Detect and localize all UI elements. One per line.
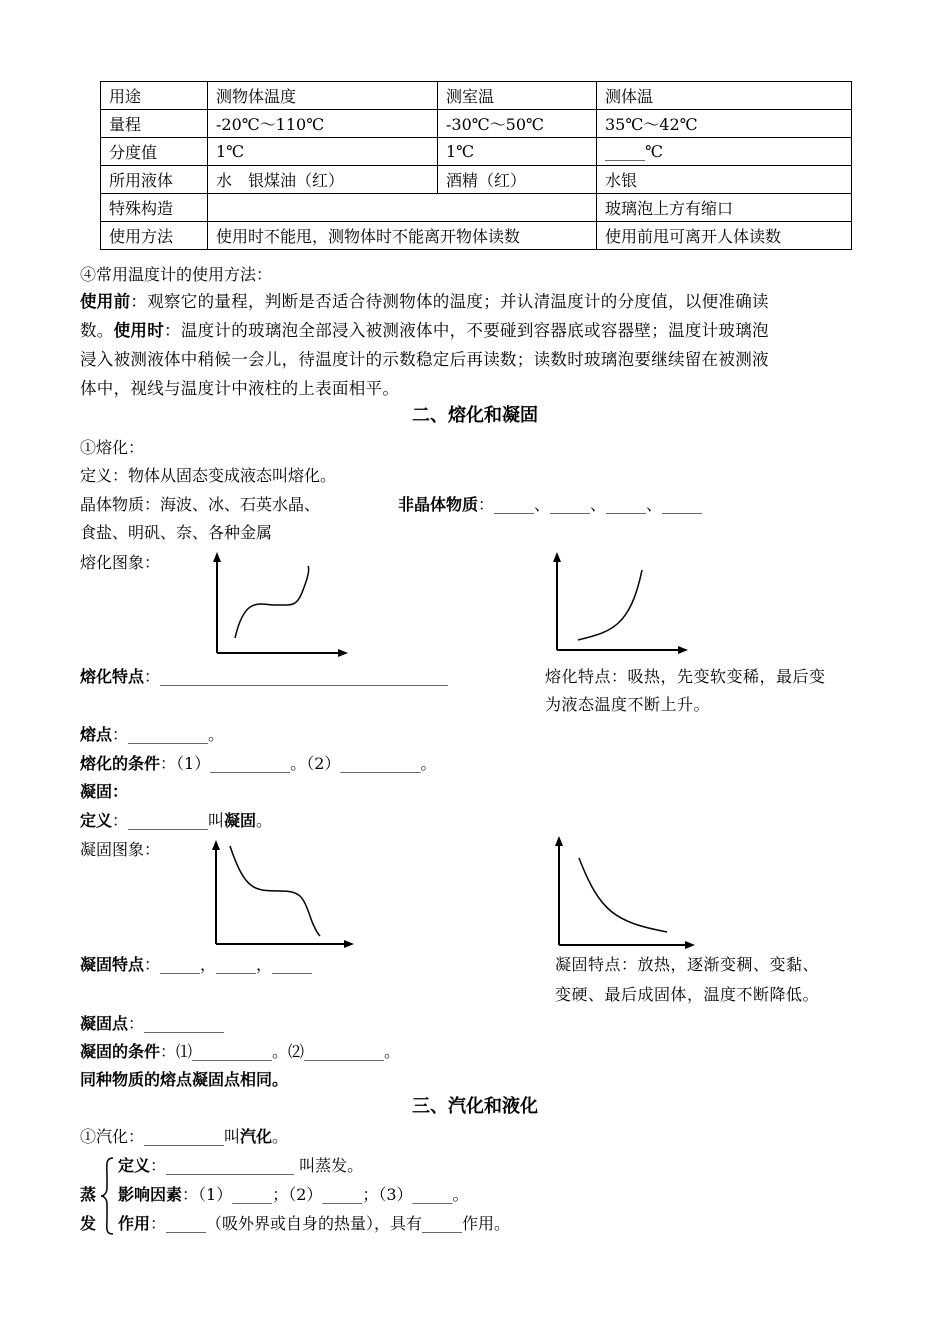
table-cell: 用途 xyxy=(101,82,208,110)
table-row xyxy=(101,110,852,138)
table-row xyxy=(101,194,852,222)
solid-graph-noncrystal xyxy=(545,832,700,952)
solid-graph-label: 凝固图象： xyxy=(80,840,161,859)
noncrystal-label: 非晶体物质 xyxy=(398,495,479,514)
x-axis-arrow xyxy=(338,649,348,657)
vapor-word: 汽化 xyxy=(240,1127,273,1146)
y-axis-arrow xyxy=(553,552,561,562)
crystal-line2: 食盐、明矾、奈、各种金属 xyxy=(80,523,273,542)
freezing-point-blank: ：__________ xyxy=(128,1014,225,1033)
table-cell: 所用液体 xyxy=(101,166,208,194)
same-point-note: 同种物质的熔点凝固点相同。 xyxy=(80,1070,289,1089)
melting-title: ①熔化： xyxy=(80,438,145,457)
during-label: 使用时 xyxy=(113,321,165,340)
solid-def-blank: ：__________叫 xyxy=(112,811,225,830)
thermometer-table xyxy=(100,81,852,250)
solid-def-word: 凝固 xyxy=(224,811,257,830)
x-axis-arrow xyxy=(685,941,695,949)
melting-graph-label: 熔化图象： xyxy=(80,553,161,572)
table-row xyxy=(101,82,852,110)
table-row xyxy=(101,138,852,166)
table-cell: -30℃～50℃ xyxy=(438,110,597,138)
curve-noncrystal-solidification xyxy=(579,858,667,932)
crystal-line1: 晶体物质：海波、冰、石英水晶、 xyxy=(80,495,321,514)
solid-def-end: 。 xyxy=(256,811,273,830)
melt-feature-blank: ：____________________________________ xyxy=(144,667,449,686)
table-cell: 测体温 xyxy=(597,82,852,110)
evap-effect xyxy=(118,1214,510,1234)
vaporization-line xyxy=(80,1127,288,1147)
evap-factor-text: ：（1）_____；（2）_____；（3）_____。 xyxy=(182,1185,469,1204)
melt-feature-right-2: 为液态温度不断上升。 xyxy=(545,695,711,714)
table-cell: 水银 xyxy=(597,166,852,194)
table-cell: -20℃～110℃ xyxy=(208,110,438,138)
melt-cond-label: 熔化的条件 xyxy=(80,754,161,773)
usage-title: ④常用温度计的使用方法： xyxy=(80,265,273,284)
melting-point-blank: ：__________。 xyxy=(112,725,225,744)
solid-def-label: 定义 xyxy=(80,811,113,830)
table-cell: 酒精（红） xyxy=(438,166,597,194)
section-heading-melting: 二、熔化和凝固 xyxy=(412,405,538,426)
table-cell: 1℃ xyxy=(438,138,597,166)
table-cell: 玻璃泡上方有缩口 xyxy=(597,194,852,222)
table-cell: 量程 xyxy=(101,110,208,138)
freezing-point-label: 凝固点 xyxy=(80,1014,129,1033)
line2-a: 数。 xyxy=(80,321,114,340)
usage-line3: 浸入被测液体中稍候一会儿，待温度计的示数稳定后再读数；读数时玻璃泡要继续留在被测液 xyxy=(80,350,769,369)
table-cell: 使用方法 xyxy=(101,222,208,250)
evap-def-text: ：________________ 叫蒸发。 xyxy=(150,1156,364,1175)
usage-line4: 体中，视线与温度计中液柱的上表面相平。 xyxy=(80,379,400,398)
melting-point xyxy=(80,725,224,745)
noncrystal-blanks: ：_____、_____、_____、_____ xyxy=(478,495,703,514)
evap-char-1: 蒸 xyxy=(80,1185,97,1204)
table-cell: 测物体温度 xyxy=(208,82,438,110)
before-label: 使用前 xyxy=(80,292,131,311)
table-cell: _____℃ xyxy=(597,138,852,166)
melt-conditions xyxy=(80,754,436,774)
table-row xyxy=(101,166,852,194)
noncrystal-line xyxy=(398,495,702,515)
melt-cond-blank: ：（1）__________。（2）__________。 xyxy=(160,754,437,773)
curve-noncrystal-melting xyxy=(578,570,642,640)
solid-conditions xyxy=(80,1042,400,1062)
curve-crystal-melting xyxy=(235,566,309,638)
y-axis-arrow xyxy=(213,552,221,562)
solid-feature-right-1: 凝固特点：放热，逐渐变稠、变黏、 xyxy=(555,955,820,974)
evap-definition xyxy=(118,1156,363,1176)
table-cell: 特殊构造 xyxy=(101,194,208,222)
table-cell xyxy=(208,194,597,222)
table-cell: 35℃～42℃ xyxy=(597,110,852,138)
solid-feature xyxy=(80,955,312,975)
vapor-end: 。 xyxy=(272,1127,289,1146)
curve-crystal-solidification xyxy=(230,846,320,936)
melting-graph-noncrystal xyxy=(540,550,690,660)
table-row xyxy=(101,222,852,250)
y-axis-arrow xyxy=(555,836,563,846)
evap-factor-label: 影响因素 xyxy=(118,1185,183,1204)
melt-feature-label: 熔化特点 xyxy=(80,667,145,686)
before-text: ：观察它的量程，判断是否适合待测物体的温度；并认清温度计的分度值，以便准确读 xyxy=(130,292,769,311)
evap-char-2: 发 xyxy=(80,1214,97,1233)
line2-b: ：温度计的玻璃泡全部浸入被测液体中，不要碰到容器底或容器壁；温度计玻璃泡 xyxy=(164,321,769,340)
x-axis-arrow xyxy=(344,940,354,948)
y-axis-arrow xyxy=(212,840,220,850)
melting-graph-crystal xyxy=(200,550,350,660)
evap-def-label: 定义 xyxy=(118,1156,151,1175)
melting-definition: 定义：物体从固态变成液态叫熔化。 xyxy=(80,466,337,485)
solid-feature-right-2: 变硬、最后成固体，温度不断降低。 xyxy=(555,985,820,1004)
vapor-a: ①汽化：__________叫 xyxy=(80,1127,241,1146)
freezing-point xyxy=(80,1014,224,1034)
table-cell: 分度值 xyxy=(101,138,208,166)
melt-feature xyxy=(80,667,448,687)
section-heading-vaporization: 三、汽化和液化 xyxy=(412,1096,538,1117)
table-cell: 使用时不能甩，测物体时不能离开物体读数 xyxy=(208,222,597,250)
solid-title: 凝固： xyxy=(80,782,129,801)
brace-icon xyxy=(99,1156,115,1236)
usage-paragraph xyxy=(80,287,880,403)
evap-factors xyxy=(118,1185,469,1205)
table-cell: 1℃ xyxy=(208,138,438,166)
solid-feature-label: 凝固特点 xyxy=(80,955,145,974)
solid-graph-crystal xyxy=(200,836,360,951)
table-cell: 测室温 xyxy=(438,82,597,110)
solid-cond-label: 凝固的条件 xyxy=(80,1042,161,1061)
melt-feature-right-1: 熔化特点：吸热，先变软变稀，最后变 xyxy=(545,667,826,686)
solid-definition xyxy=(80,811,272,831)
x-axis-arrow xyxy=(678,646,688,654)
table-cell: 使用前甩可离开人体读数 xyxy=(597,222,852,250)
solid-feature-blank: ：_____，_____，_____ xyxy=(144,955,313,974)
evap-effect-text: ：_____（吸外界或自身的热量），具有_____作用。 xyxy=(150,1214,511,1233)
melting-point-label: 熔点 xyxy=(80,725,113,744)
table-cell: 水 银煤油（红） xyxy=(208,166,438,194)
solid-cond-blank: ：⑴__________。⑵__________。 xyxy=(160,1042,401,1061)
evap-effect-label: 作用 xyxy=(118,1214,151,1233)
